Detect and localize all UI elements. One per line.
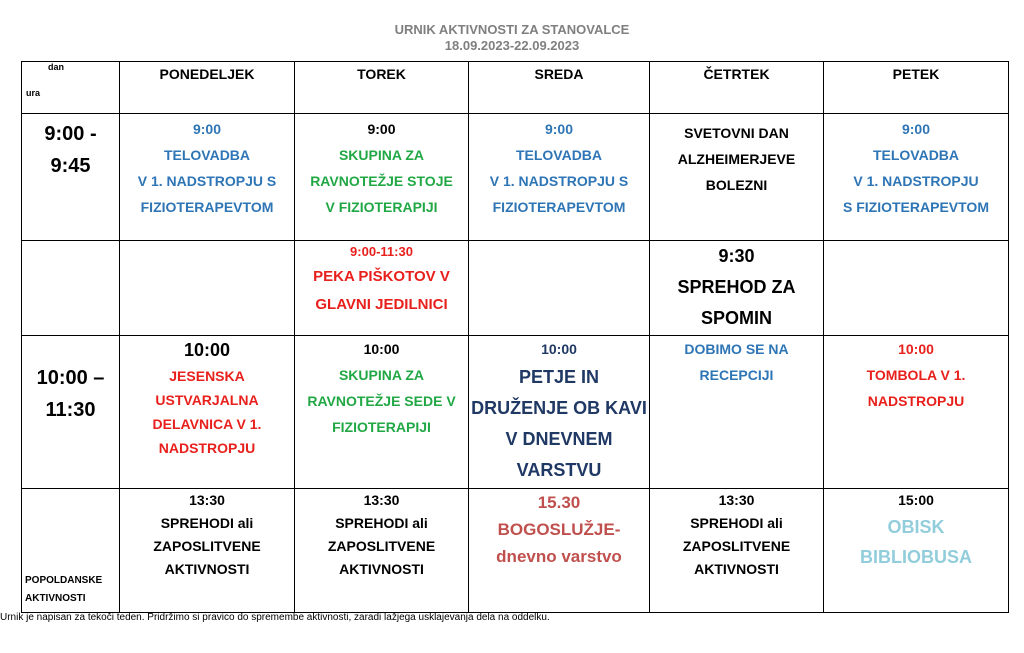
activity-time: 9:00 — [192, 121, 222, 137]
activity-line: SVETOVNI DAN — [684, 125, 789, 141]
activity-cell-mon-2 — [120, 241, 295, 336]
activity-time: 15:00 — [898, 492, 934, 508]
header-row — [22, 62, 1009, 114]
activity-cell-fri-4 — [824, 489, 1009, 613]
title-line: URNIK AKTIVNOSTI ZA STANOVALCE — [394, 22, 630, 37]
footer-note: Urnik je napisan za tekoči teden. Pridržimo si pravico do spremembe aktivnosti, zaradi lažjega usklajevanja dela na oddelku. — [0, 612, 550, 623]
activity-cell-wed-2 — [469, 241, 650, 336]
activity-line: SPREHOD ZA — [677, 277, 796, 297]
activity-line: NADSTROPJU — [867, 393, 965, 409]
activity-time: 10:00 — [898, 341, 934, 357]
activity-time: 10:00 — [541, 341, 577, 357]
activity-line: SPREHODI ali — [690, 515, 783, 531]
activity-line: RAVNOTEŽJE SEDE V — [307, 393, 456, 409]
row-morning-1 — [22, 114, 1009, 241]
activity-line: NADSTROPJU — [158, 440, 256, 456]
activity-cell-mon-3 — [120, 336, 295, 489]
activity-cell-fri-3 — [824, 336, 1009, 489]
activity-line: BOLEZNI — [705, 177, 768, 193]
afternoon-label-line: AKTIVNOSTI — [25, 593, 86, 604]
activity-time: 13:30 — [363, 492, 400, 508]
activity-cell-tue-1 — [295, 114, 469, 241]
activity-time: 9:00 — [901, 121, 931, 137]
activity-line: V 1. NADSTROPJU S — [137, 173, 277, 189]
activity-line: OBISK — [887, 517, 945, 537]
activity-time: 9:00 — [367, 121, 396, 137]
schedule-table — [21, 61, 1009, 613]
time-cell-midmorning — [22, 336, 120, 489]
activity-cell-mon-4 — [120, 489, 295, 613]
time-start: 9:00 - — [44, 123, 97, 145]
activity-line: BIBLIOBUSA — [860, 547, 972, 567]
day-header-friday: PETEK — [824, 62, 1009, 114]
activity-line: TELOVADBA — [163, 147, 251, 163]
activity-line: RAVNOTEŽJE STOJE — [310, 173, 453, 189]
activity-line: SPREHODI ali — [160, 515, 254, 531]
row-midmorning — [22, 336, 1009, 489]
activity-line: SKUPINA ZA — [338, 147, 425, 163]
day-header-wednesday: SREDA — [469, 62, 650, 114]
activity-line: DOBIMO SE NA — [684, 341, 789, 357]
activity-line: FIZIOTERAPIJI — [332, 419, 431, 435]
date-range: 18.09.2023-22.09.2023 — [444, 38, 580, 53]
activity-cell-thu-3 — [650, 336, 824, 489]
activity-line: V 1. NADSTROPJU S — [489, 173, 629, 189]
activity-line: V DNEVNEM — [505, 429, 613, 449]
activity-cell-tue-4 — [295, 489, 469, 613]
activity-line: S FIZIOTERAPEVTOM — [843, 199, 989, 215]
activity-time: 9:00 — [544, 121, 574, 137]
activity-time: 13:30 — [189, 492, 225, 508]
day-header-monday: PONEDELJEK — [120, 62, 295, 114]
activity-cell-wed-1 — [469, 114, 650, 241]
activity-line: BOGOSLUŽJE- — [497, 520, 621, 539]
activity-line: FIZIOTERAPEVTOM — [140, 199, 274, 215]
activity-line: VARSTVU — [516, 460, 602, 480]
activity-line: DRUŽENJE OB KAVI — [471, 398, 647, 418]
afternoon-label-cell — [22, 489, 120, 613]
activity-time: 9:30 — [718, 246, 755, 266]
activity-line: USTVARJALNA — [155, 392, 259, 408]
activity-line: DELAVNICA V 1. — [152, 416, 262, 432]
activity-time: 10:00 — [363, 341, 400, 357]
activity-line: TELOVADBA — [515, 147, 603, 163]
activity-line: ZAPOSLITVENE — [327, 538, 436, 554]
activity-line: PETJE IN — [518, 367, 600, 387]
row-afternoon — [22, 489, 1009, 613]
time-end: 11:30 — [45, 399, 96, 421]
row-morning-2 — [22, 241, 1009, 336]
day-header-thursday: ČETRTEK — [650, 62, 824, 114]
activity-line: SPREHODI ali — [335, 515, 428, 531]
activity-cell-wed-3 — [469, 336, 650, 489]
activity-cell-tue-3 — [295, 336, 469, 489]
activity-line: SKUPINA ZA — [338, 367, 425, 383]
activity-cell-thu-2 — [650, 241, 824, 336]
activity-line: JESENSKA — [169, 368, 245, 384]
time-start: 10:00 – — [36, 367, 105, 389]
activity-line: dnevno varstvo — [496, 547, 622, 566]
activity-line: AKTIVNOSTI — [694, 561, 779, 577]
activity-line: AKTIVNOSTI — [164, 561, 250, 577]
activity-line: SPOMIN — [700, 308, 772, 328]
activity-line: GLAVNI JEDILNICI — [315, 296, 448, 313]
time-cell-morning — [22, 114, 120, 241]
activity-time: 13:30 — [718, 492, 755, 508]
activity-line: AKTIVNOSTI — [339, 561, 424, 577]
corner-dan-label: dan — [48, 62, 65, 72]
activity-line: ZAPOSLITVENE — [153, 538, 261, 554]
activity-line: V 1. NADSTROPJU — [853, 173, 979, 189]
day-header-tuesday: TOREK — [295, 62, 469, 114]
activity-line: FIZIOTERAPEVTOM — [492, 199, 626, 215]
activity-line: ZAPOSLITVENE — [682, 538, 791, 554]
activity-cell-fri-2 — [824, 241, 1009, 336]
activity-line: RECEPCIJI — [699, 367, 774, 383]
activity-cell-tue-2 — [295, 241, 469, 336]
activity-time: 15.30 — [537, 493, 581, 512]
corner-cell — [22, 62, 120, 114]
time-end: 9:45 — [50, 155, 91, 177]
activity-cell-mon-1 — [120, 114, 295, 241]
activity-line: V FIZIOTERAPIJI — [325, 199, 438, 215]
activity-line: TOMBOLA V 1. — [866, 367, 966, 383]
activity-time: 10:00 — [183, 340, 231, 360]
activity-time: 9:00-11:30 — [350, 244, 413, 259]
schedule-title — [0, 22, 1024, 54]
activity-line: TELOVADBA — [872, 147, 960, 163]
activity-line: ALZHEIMERJEVE — [677, 151, 796, 167]
afternoon-label-line: POPOLDANSKE — [25, 575, 103, 586]
activity-line: PEKA PIŠKOTOV V — [313, 268, 450, 285]
activity-cell-wed-4 — [469, 489, 650, 613]
corner-ura-label: ura — [26, 88, 41, 98]
activity-cell-thu-1 — [650, 114, 824, 241]
activity-cell-thu-4 — [650, 489, 824, 613]
time-cell-empty — [22, 241, 120, 336]
activity-cell-fri-1 — [824, 114, 1009, 241]
